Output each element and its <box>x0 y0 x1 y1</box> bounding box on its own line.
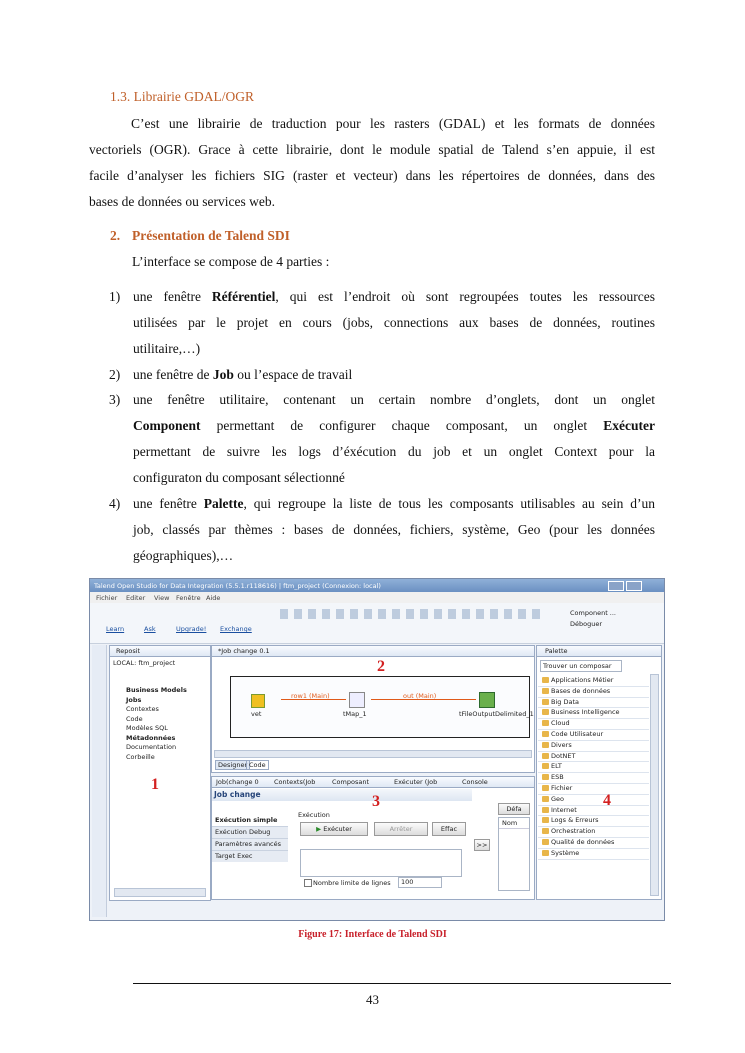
tab-console[interactable]: Console <box>462 778 488 786</box>
utility-tabs <box>212 777 534 788</box>
palette-panel <box>536 645 662 900</box>
para1-line-3: facile d’analyser les fichiers SIG (raster et vecteur) dans les répertoires de données, dans des <box>89 168 655 183</box>
region-label-4: 4 <box>603 792 611 809</box>
tree-modeles-sql[interactable]: Modèles SQL <box>126 724 168 732</box>
folder-icon <box>542 796 549 802</box>
menu-fichier[interactable]: Fichier <box>96 594 118 602</box>
section-1-3-heading: 1.3. Librairie GDAL/OGR <box>110 89 254 104</box>
repository-panel <box>109 645 211 901</box>
folder-icon <box>542 828 549 834</box>
folder-icon <box>542 774 549 780</box>
folder-icon <box>542 785 549 791</box>
context-table[interactable] <box>498 817 530 891</box>
intro-text: L’interface se compose de 4 parties : <box>132 254 330 269</box>
footer-rule <box>133 983 671 984</box>
clear-button[interactable]: Effac <box>432 822 466 836</box>
folder-icon <box>542 720 549 726</box>
node-tmap-icon[interactable] <box>349 692 365 708</box>
menu-fenetre[interactable]: Fenêtre <box>176 594 201 602</box>
link-row1-label: row1 (Main) <box>291 692 330 700</box>
item-3-line-1: une fenêtre utilitaire, contenant un certain nombre d’onglets, dont un onglet <box>133 392 655 407</box>
tree-corbeille[interactable]: Corbeille <box>126 752 155 761</box>
link-upgrade[interactable]: Upgrade! <box>176 625 207 633</box>
tree-business-models[interactable]: Business Models <box>126 686 187 694</box>
toolbar-icons[interactable] <box>280 609 540 619</box>
palette-scrollbar[interactable] <box>650 674 659 896</box>
palette-item-4[interactable]: Cloud <box>538 719 649 730</box>
tree-contextes[interactable]: Contextes <box>126 705 159 713</box>
palette-item-11[interactable]: Geo <box>538 795 649 806</box>
palette-item-5[interactable]: Code Utilisateur <box>538 730 649 741</box>
figure-caption: Figure 17: Interface de Talend SDI <box>298 929 447 940</box>
item-4-line-2: job, classés par thèmes : bases de données, fichiers, système, Geo (pour les données <box>133 522 655 537</box>
node-tmap[interactable]: tMap_1 <box>343 710 367 718</box>
context-select[interactable]: Défa <box>498 803 530 815</box>
minimize-icon[interactable] <box>608 581 624 591</box>
tab-composant[interactable]: Composant <box>332 778 369 786</box>
menu-bar <box>90 592 664 603</box>
exec-log-area[interactable] <box>300 849 462 877</box>
folder-icon <box>542 763 549 769</box>
tab-job-change[interactable]: Job(change 0 <box>216 778 259 786</box>
palette-search[interactable]: Trouver un composar <box>540 660 622 672</box>
palette-item-13[interactable]: Logs & Erreurs <box>538 816 649 827</box>
talend-screenshot <box>89 578 665 921</box>
item-4-line-1: une fenêtre Palette, qui regroupe la liste de tous les composants utilisables au sein d’un <box>133 496 655 511</box>
para1-line-2: vectoriels (OGR). Grace à cette librairie, dont le module spatial de Talend s’en appuie, il est <box>89 142 655 157</box>
tree-jobs[interactable]: Jobs <box>126 695 142 704</box>
tab-executer[interactable]: Exécuter (Job <box>394 778 438 786</box>
palette-item-16[interactable]: Système <box>538 849 649 860</box>
section-2-number: 2. <box>110 228 121 243</box>
window-titlebar <box>90 579 664 592</box>
folder-icon <box>542 817 549 823</box>
menu-editer[interactable]: Editer <box>126 594 146 602</box>
palette-item-6[interactable]: Divers <box>538 741 649 752</box>
exec-advanced[interactable]: Paramètres avancés <box>212 839 288 851</box>
link-ask[interactable]: Ask <box>144 625 156 633</box>
job-hscrollbar[interactable] <box>214 750 532 758</box>
item-2-line-1: une fenêtre de Job ou l’espace de travail <box>133 367 353 382</box>
folder-icon <box>542 839 549 845</box>
item-4-number: 4) <box>109 496 121 511</box>
menu-aide[interactable]: Aide <box>206 594 221 602</box>
para1-line-1: C’est une librairie de traduction pour les rasters (GDAL) et les formats de données <box>131 116 655 131</box>
palette-item-1[interactable]: Bases de données <box>538 687 649 698</box>
region-label-2: 2 <box>377 658 385 675</box>
tree-documentation[interactable]: Documentation <box>126 743 177 751</box>
item-3-number: 3) <box>109 392 121 407</box>
job-change-title: Job change <box>212 789 472 801</box>
folder-icon <box>542 807 549 813</box>
link-exchange[interactable]: Exchange <box>220 625 252 633</box>
tab-designer[interactable]: Designer <box>215 760 250 770</box>
limit-input[interactable]: 100 <box>398 877 442 888</box>
perspective-strip[interactable] <box>92 645 107 917</box>
repository-project[interactable]: LOCAL: ftm_project <box>113 659 176 667</box>
repository-scrollbar[interactable] <box>114 888 206 897</box>
palette-item-14[interactable]: Orchestration <box>538 827 649 838</box>
section-2-title: Présentation de Talend SDI <box>132 228 290 243</box>
tab-contexts[interactable]: Contexts(Job <box>274 778 316 786</box>
link-learn[interactable]: Learn <box>106 625 125 633</box>
para1-line-4: bases de données ou services web. <box>89 194 275 209</box>
transfer-button[interactable]: >> <box>474 839 490 851</box>
folder-icon <box>542 850 549 856</box>
node-tfileoutput-icon[interactable] <box>479 692 495 708</box>
item-3-line-2: Component permettant de configurer chaque composant, un onglet Exécuter <box>133 418 655 433</box>
stop-button[interactable]: Arrêter <box>374 822 428 836</box>
toolbar-component[interactable]: Component ... <box>570 609 617 617</box>
item-3-line-3: permettant de suivre les logs d’éxécution du job et un onglet Context pour la <box>133 444 655 459</box>
link-out-label: out (Main) <box>403 692 437 700</box>
palette-item-2[interactable]: Big Data <box>538 698 649 709</box>
job-canvas[interactable] <box>230 676 534 738</box>
limit-checkbox[interactable] <box>304 879 312 887</box>
repository-tree <box>126 686 187 762</box>
exec-debug[interactable]: Exécution Debug <box>212 827 288 839</box>
palette-item-7[interactable]: DotNET <box>538 752 649 763</box>
job-designer-panel <box>211 645 535 773</box>
exec-simple[interactable]: Exécution simple <box>212 815 288 827</box>
folder-icon <box>542 731 549 737</box>
exec-group-label: Exécution <box>298 811 330 819</box>
item-4-line-3: géographiques),… <box>133 548 234 563</box>
tab-code[interactable]: Code <box>246 760 269 770</box>
item-1-line-1: une fenêtre Référentiel, qui est l’endroit où sont regroupées toutes les ressources <box>133 289 655 304</box>
node-vet-icon[interactable] <box>251 694 265 708</box>
toolbar-deboguer[interactable]: Déboguer <box>570 620 603 628</box>
menu-view[interactable]: View <box>154 594 170 602</box>
node-vet[interactable]: vet <box>251 710 262 718</box>
limit-label: Nombre limite de lignes <box>313 879 391 887</box>
utility-panel <box>211 776 535 900</box>
repository-tab[interactable]: Reposit <box>110 646 210 657</box>
window-title: Talend Open Studio for Data Integration (5.5.1.r118616) | ftm_project (Connexion: local) <box>94 582 381 590</box>
palette-item-15[interactable]: Qualité de données <box>538 838 649 849</box>
palette-item-10[interactable]: Fichier <box>538 784 649 795</box>
palette-item-9[interactable]: ESB <box>538 773 649 784</box>
palette-item-3[interactable]: Business Intelligence <box>538 708 649 719</box>
folder-icon <box>542 753 549 759</box>
maximize-icon[interactable] <box>626 581 642 591</box>
window-controls[interactable] <box>608 581 660 590</box>
item-3-line-4: configuraton du composant sélectionné <box>133 470 345 485</box>
region-label-3: 3 <box>372 793 380 810</box>
exec-target[interactable]: Target Exec <box>212 851 288 862</box>
item-1-line-3: utilitaire,…) <box>133 341 201 356</box>
job-tab[interactable]: *Job change 0.1 <box>212 646 534 657</box>
item-1-number: 1) <box>109 289 121 304</box>
execute-button[interactable]: ▶ Exécuter <box>300 822 368 836</box>
item-1-line-2: utilisées par le projet en cours (jobs, connections aux bases de données, routines <box>133 315 655 330</box>
folder-icon <box>542 677 549 683</box>
palette-item-0[interactable]: Applications Métier <box>538 676 649 687</box>
folder-icon <box>542 688 549 694</box>
tree-code[interactable]: Code <box>126 714 143 723</box>
palette-item-8[interactable]: ELT <box>538 762 649 773</box>
palette-list <box>538 676 649 860</box>
region-label-1: 1 <box>151 776 159 793</box>
page-number: 43 <box>366 992 379 1007</box>
folder-icon <box>542 742 549 748</box>
folder-icon <box>542 709 549 715</box>
exec-menu <box>212 815 288 862</box>
item-2-number: 2) <box>109 367 121 382</box>
folder-icon <box>542 699 549 705</box>
tree-metadonnees[interactable]: Métadonnées <box>126 733 176 742</box>
palette-tab[interactable]: Palette <box>537 646 661 657</box>
main-toolbar <box>90 603 664 644</box>
palette-item-12[interactable]: Internet <box>538 806 649 817</box>
node-tfileoutput[interactable]: tFileOutputDelimited_1 <box>459 710 534 718</box>
context-nom-header: Nom <box>499 818 529 829</box>
